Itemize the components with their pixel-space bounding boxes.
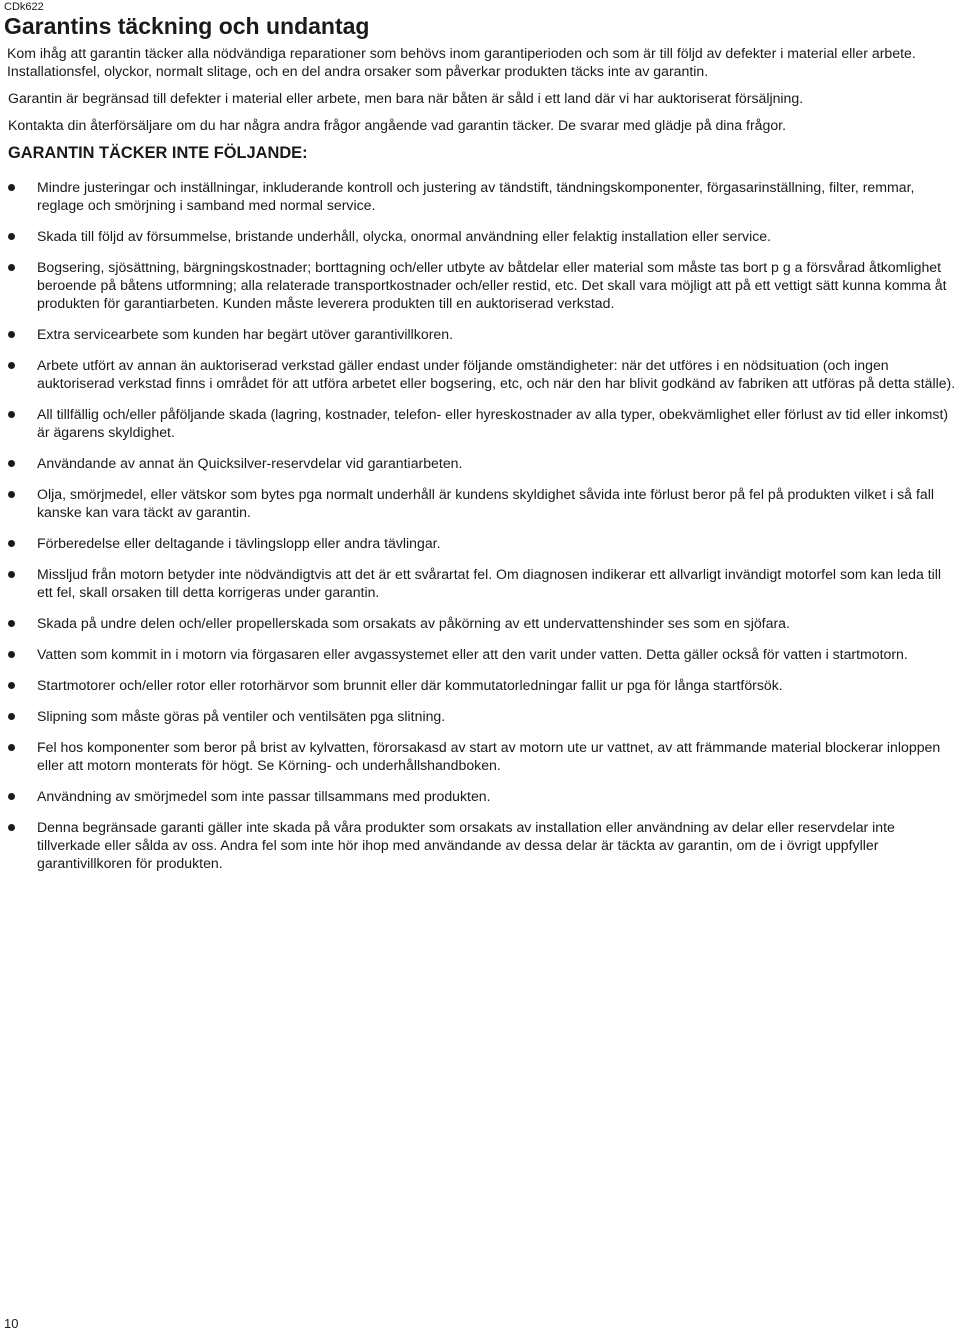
list-item xyxy=(8,325,960,343)
list-item xyxy=(8,258,960,312)
list-item-text: Olja, smörjmedel, eller vätskor som bytes pga normalt underhåll är kundens skyldighet såvida inte förlust beror på fel på produkten vilket i så fall kanske kan vara täckt av garantin. xyxy=(37,486,934,520)
bullet-icon xyxy=(8,331,15,338)
list-item xyxy=(8,454,960,472)
exclusions-list xyxy=(8,178,960,872)
list-item-text: Förberedelse eller deltagande i tävlingslopp eller andra tävlingar. xyxy=(37,535,441,551)
intro-paragraph-limitation: Garantin är begränsad till defekter i material eller arbete, men bara när båten är såld i ett land där vi har auktoriserat försäljning. xyxy=(8,90,804,106)
bullet-icon xyxy=(8,571,15,578)
list-item xyxy=(8,178,960,214)
bullet-icon xyxy=(8,651,15,658)
list-item-text: Slipning som måste göras på ventiler och ventilsäten pga slitning. xyxy=(37,708,446,724)
intro-paragraph-coverage: Kom ihåg att garantin täcker alla nödvändiga reparationer som behövs inom garantiperioden och som är till följd av defekter i material eller arbete. Installationsfel, olyckor, normalt slitage, och en del andra orsaker som påverkar produkten täcks inte av garantin. xyxy=(7,45,916,79)
list-item xyxy=(8,818,960,872)
list-item-text: Extra servicearbete som kunden har begärt utöver garantivillkoren. xyxy=(37,326,453,342)
list-item xyxy=(8,405,960,441)
bullet-icon xyxy=(8,744,15,751)
bullet-icon xyxy=(8,184,15,191)
list-item xyxy=(8,356,960,392)
bullet-icon xyxy=(8,824,15,831)
list-item xyxy=(8,485,960,521)
page-title: Garantins täckning och undantag xyxy=(4,13,370,39)
bullet-icon xyxy=(8,264,15,271)
bullet-icon xyxy=(8,620,15,627)
list-item-text: Användande av annat än Quicksilver-reservdelar vid garantiarbeten. xyxy=(37,455,463,471)
intro-paragraph-contact: Kontakta din återförsäljare om du har några andra frågor angående vad garantin täcker. De svarar med glädje på dina frågor. xyxy=(8,117,786,133)
list-item xyxy=(8,565,960,601)
list-item xyxy=(8,707,960,725)
bullet-icon xyxy=(8,540,15,547)
list-item xyxy=(8,534,960,552)
document-code: CDk622 xyxy=(4,1,44,13)
list-item-text: Arbete utfört av annan än auktoriserad verkstad gäller endast under följande omständigheter: när det utföres i en nödsituation (och ingen auktoriserad verkstad finns i området för att utföra arbetet eller bogsering, etc, och när den har blivit godkänd av fabriken att utföras på detta ställe). xyxy=(37,357,956,391)
bullet-icon xyxy=(8,460,15,467)
list-item-text: All tillfällig och/eller påföljande skada (lagring, kostnader, telefon- eller hyreskostnader av alla typer, obekvämlighet eller förlust av tid eller inkomst) är ägarens skyldighet. xyxy=(37,406,949,440)
list-item-text: Denna begränsade garanti gäller inte skada på våra produkter som orsakats av installation eller användning av delar eller reservdelar inte tillverkade eller sålda av oss. Andra fel som inte hör ihop med användande av dessa delar är täckta av garantin, om de i övrigt uppfyller garantivillkoren för produkten. xyxy=(37,819,895,871)
bullet-icon xyxy=(8,793,15,800)
bullet-icon xyxy=(8,491,15,498)
list-item-text: Mindre justeringar och inställningar, inkluderande kontroll och justering av tändstift, tändningskomponenter, förgasarinställning, filter, remmar, reglage och smörjning i samband med normal service. xyxy=(37,179,915,213)
document-body xyxy=(8,44,960,885)
list-item-text: Skada till följd av försummelse, bristande underhåll, olycka, onormal användning eller felaktig installation eller service. xyxy=(37,228,772,244)
list-item xyxy=(8,787,960,805)
list-item xyxy=(8,738,960,774)
list-item-text: Missljud från motorn betyder inte nödvändigtvis att det är ett svårartat fel. Om diagnosen indikerar ett allvarligt invändigt motorfel som kan leda till ett fel, skall orsaken till detta korrigeras under garantin. xyxy=(37,566,942,600)
list-item-text: Startmotorer och/eller rotor eller rotorhärvor som brunnit eller där kommutatorledningar fallit ur pga för långa startförsök. xyxy=(37,677,783,693)
list-item-text: Skada på undre delen och/eller propellerskada som orsakats av påkörning av ett undervattenshinder ses som en sjöfara. xyxy=(37,615,790,631)
list-item-text: Fel hos komponenter som beror på brist av kylvatten, förorsakasd av start av motorn ute ur vattnet, av att främmande material blockerar inloppen eller att motorn monterats för högt. Se Körning- och underhållshandboken. xyxy=(37,739,941,773)
list-item-text: Vatten som kommit in i motorn via förgasaren eller avgassystemet eller att den varit under vatten. Detta gäller också för vatten i startmotorn. xyxy=(37,646,908,662)
bullet-icon xyxy=(8,411,15,418)
list-item-text: Bogsering, sjösättning, bärgningskostnader; borttagning och/eller utbyte av båtdelar eller material som måste tas bort p g a försvårad åtkomlighet beroende på båtens utformning; alla relaterade transportkostnader och/eller restid, etc. Det skall vara möjligt att på ett vettigt sätt kunna komma åt produkten för garantiarbeten. Kunden måste leverera produkten till en auktoriserad verkstad. xyxy=(37,259,947,311)
bullet-icon xyxy=(8,682,15,689)
list-item xyxy=(8,227,960,245)
page-number: 10 xyxy=(4,1316,19,1331)
bullet-icon xyxy=(8,713,15,720)
list-item xyxy=(8,645,960,663)
bullet-icon xyxy=(8,362,15,369)
list-item xyxy=(8,676,960,694)
list-item xyxy=(8,614,960,632)
bullet-icon xyxy=(8,233,15,240)
exclusions-heading: GARANTIN TÄCKER INTE FÖLJANDE: xyxy=(8,144,308,162)
list-item-text: Användning av smörjmedel som inte passar tillsammans med produkten. xyxy=(37,788,491,804)
